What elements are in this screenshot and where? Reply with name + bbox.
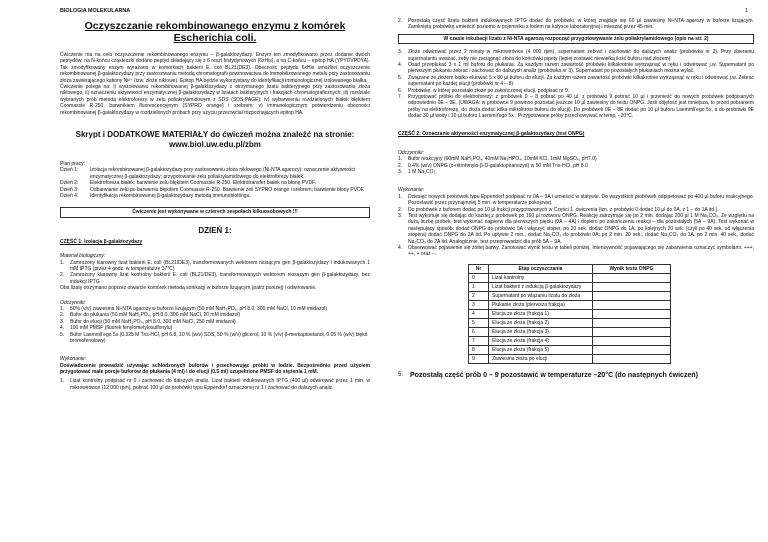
step-item [398, 49, 754, 62]
stage-number: 5 [469, 318, 489, 327]
stage-name: Płukanie złoża (pierwsza frakcja) [489, 300, 593, 309]
plan-day: Dzień 2: [60, 180, 79, 187]
stage-name: Lizat bakterii z indukcją β-galaktozydazy [489, 282, 593, 291]
onpg-result [593, 300, 671, 309]
reagent-item [398, 169, 754, 175]
stage-name: Zawiesina złoża po elucji [489, 354, 593, 363]
stage-number: 6 [469, 327, 489, 336]
procedure-item-number: 3. [398, 212, 403, 219]
table-row [469, 309, 671, 318]
step-item-number: 4. [398, 61, 403, 68]
step-1: 1. Lizat kontrolny podpisać nr 0 i zachować do dalszych analiz. Lizat bakterii indukowanych IPTG (400 µl) odwirować przez 1 min. w mikrowirówce (12 000 rpm), pobrać 100 µl do probówki typu Eppendorf oznaczonej nr 1 i zachować do dalszych analiz. [60, 378, 370, 391]
material-item [60, 272, 370, 285]
onpg-result [593, 318, 671, 327]
reagent-item-text: Bufor reakcyjny (60mM NaH₂PO₄, 40mM Na₂HPO₄, 10mM KCl, 1mM MgSO₄, pH7.0) [408, 156, 597, 163]
table-row [469, 300, 671, 309]
steps-a-list [398, 18, 754, 31]
day1-heading: DZIEŃ 1: [198, 225, 232, 235]
reagent-item-text: Bufor Laemmli'ego 5x (0.325 M Tris-HCl, pH 6.8, 10 % (w/v) SDS, 50 % (w/v) glicerol, 10 % (v/v) β-merkaptoetanol, 0.05 % (w/v) błękit bromofenolowy) [70, 331, 368, 344]
reagent-item-number: 3. [398, 169, 403, 176]
procedure-item-text: Do probówek z buforem dodać po 10 µl frakcji przygotowanych w Części 1. ćwiczenia (tzn. z probówki 0 dodać 10 µl do 0A, z 1 – do 1A itd.). [408, 206, 719, 213]
stage-name: Supernatant po wiązaniu lizatu do złoża [489, 291, 593, 300]
procedure-item [398, 245, 754, 258]
plan-day: Dzień 4: [60, 193, 79, 200]
reagents-label: Odczynniki: [60, 299, 86, 306]
step-item-number: 6. [398, 87, 403, 94]
final-step: 5. Pozostałą część prób 0 – 9 pozostawić w temperaturze –20°C (do następnych ćwiczeń) [398, 371, 698, 379]
procedure-item-number: 2. [398, 206, 403, 213]
table-body [469, 273, 671, 363]
step-item [398, 75, 754, 88]
reagent-item-number: 2. [60, 312, 65, 319]
reagent-item-number: 4. [60, 325, 65, 332]
procedure-item-text: Test wykonuje się dodając do każdej z probówek po 160 µl roztworu ONPG. Reakcję zatrzymuje się po 2 min. dodając 200 µl 1 M Na₂CO₃. Ze względu na dużą liczbę próbek, test wykonać najpierw dla pierwszych pięciu (0A – 4A) i dopiero po zakończeniu reakcji – dla pozostałych (5A – 9A). Test wykonać w następujący sposób: dodać ONPG do probówki 0A i włączyć stoper, po 20 sek. dodać ONPG do 1A, po kolejnych 20 sek. (czyli po 40 sek. od włączenia stopera) dodać ONPG do 2A itd. Po upływie 2 min., dodać Na₂CO₃ do probówki 0A; po 2 min. 20 sek., dodać Na₂CO₃ do 1A, po 2 min. 40 sek., dodać Na₂CO₃ do 2A itd. Analogicznie, test przeprowadzić dla prób 5A – 9A. [408, 212, 754, 245]
procedure-item [398, 194, 754, 207]
onpg-result [593, 327, 671, 336]
plan-list [60, 167, 370, 199]
step-item [398, 94, 754, 120]
table-header-cell: Nr [469, 264, 489, 273]
onpg-result [593, 309, 671, 318]
procedure2-label: Wykonanie: [398, 187, 425, 194]
material-label: Materiał biologiczny: [60, 253, 106, 260]
stage-name: Elucja ze złoża (frakcja 4) [489, 336, 593, 345]
plan-text: Identyfikacja rekombinowanej β-galaktozydazy metodą immunoblottingu. [90, 193, 251, 200]
table-row [469, 291, 671, 300]
procedure-item-text: Obserwować pojawienie się żółtej barwy. Zanotować wynik testu w tabeli poniżej. Intensywność pojawiającego się zabarwienia oznaczyć symbolami: +++, ++, + oraz –. [408, 244, 754, 258]
plan-text: Izolacja rekombinowanej β-galaktozydazy przy zastosowaniu złoża niklowego (Ni-NTA agarozy); oznaczenie aktywności enzymatycznej β-galaktozydazy; przygotowanie żelu poliakrylamidowego do elektroforezy białek. [90, 167, 356, 180]
right-column [384, 0, 768, 542]
table-header-cell: Wynik testu ONPG [593, 264, 671, 273]
material-list [60, 260, 370, 286]
step1-list [60, 378, 370, 391]
table-row [469, 318, 671, 327]
step-item-text: Złoże odwirować przez 2 minuty w mikrowirówce (4 000 rpm), supernatant zebrać i zachować do dalszych analiz (probówka nr 2). Przy zbieraniu supernatantu uważać, żeby nie zaciągnąć złoża do końcówki pipety (lepiej zostawić niewielką ilość buforu nad złożem). [408, 49, 754, 62]
reagent-item-text: 1 M Na₂CO₃ [408, 169, 436, 176]
onpg-result [593, 354, 671, 363]
stage-number: 0 [469, 273, 489, 282]
reagent-item-text: 50% (v/v) zawiesina Ni-NTA agarozy w buforze lizującym (50 mM NaH₂PO₄, pH 8.0, 300 mM NaCl, 10 mM imidazol) [70, 305, 328, 312]
plan-item [60, 167, 370, 180]
material-item-number: 2. [60, 272, 65, 279]
wait-box: W czasie inkubacji lizatu z Ni-NTA agarozą rozpocząć przygotowywanie żelu poliakrylamidowego (opis na str. 2) [398, 34, 754, 44]
reagent-item [60, 332, 370, 345]
page-number: 1 [744, 8, 748, 14]
procedure-item-number: 4. [398, 244, 403, 251]
reagent-item-number: 5. [60, 331, 65, 338]
stage-number: 9 [469, 354, 489, 363]
reagent-item-text: 100 mM PMSF (fluorek fenylometylosulfonylu) [70, 325, 173, 332]
stage-name: Elucja ze złoża (frakcja 3) [489, 327, 593, 336]
reagent-item-number: 2. [398, 162, 403, 169]
material-item [60, 260, 370, 273]
reagent-item-number: 3. [60, 318, 65, 325]
material-item-number: 1. [60, 259, 65, 266]
step-item-text: Związane ze złożem białko eluować 5 x 80 µl buforu do elucji. Za każdym razem zawartość probówki kilkakrotnie wytrząsnąć w ręku i odwirować j.w. Zebrać supernatant po każdej elucji (probówki nr 4 – 8). [408, 74, 754, 88]
table-row [469, 354, 671, 363]
onpg-result [593, 282, 671, 291]
plan-item [60, 193, 370, 199]
plan-label: Plan pracy: [60, 161, 86, 168]
table-header-row [469, 264, 671, 273]
reagent-item-number: 1. [398, 156, 403, 163]
procedure-item-text: Dziesięć nowych probówek typu Eppendorf podpisać nr 0A – 9A i umieścić w statywie. Do wszystkich probówek odpipetować po 400 µl buforu reakcyjnego. Pozostawić przez przynajmniej 5 min. w temperaturze pokojowej. [408, 193, 754, 207]
part2-heading: CZĘŚĆ 2: Oznaczanie aktywności enzymatycznej β-galaktozydazy (test ONPG) [398, 131, 585, 138]
step-item-text: Probówkę, w której pozostało złoże po zakończonej elucji, podpisać nr 9. [408, 87, 570, 94]
step-item-number: 2. [398, 18, 403, 24]
part1-heading: CZĘŚĆ 1: Izolacja β-galaktozydazy [60, 238, 143, 245]
step-item-number: 7. [398, 93, 403, 100]
step-item-text: Osad przepłukać 3 x 1 ml buforu do płukania. Za każdym razem zawartość probówki kilkakrotnie wytrząsnąć w ręku i odwirować j.w. Supernatant po pierwszym płukaniu zebrać i zachować do dalszych analiz (probówka nr 3). Supernatant po pozostałych płukaniach można wylać. [408, 61, 754, 75]
table-row [469, 273, 671, 282]
table-header-cell: Etap oczyszczania [489, 264, 593, 273]
reagent-item-text: Bufor do elucji (50 mM NaH₂PO₄, pH 8.0, 300 mM NaCl, 250 mM imidazol) [70, 318, 236, 325]
stage-name: Elucja ze złoża (frakcja 5) [489, 345, 593, 354]
stage-number: 3 [469, 300, 489, 309]
table-row [469, 282, 671, 291]
plan-day: Dzień 1: [60, 167, 79, 174]
reagent-item-text: Bufor do płukania (50 mM NaH₂PO₄, pH 8.0, 300 mM NaCl, 20 mM imidazol) [70, 312, 241, 319]
procedure-item-number: 1. [398, 193, 403, 200]
procedure-note: Doświadczenie prowadzić używając schłodzonych buforów i przechowując próbki w lodzie. Bezpośrednio przed użyciem przygotować małe porcje buforów do płukania (4 ml) i do elucji (0.5 ml) uzupełnione PMSF do stężenia 1 mM. [60, 362, 370, 376]
document-title: Oczyszczanie rekombinowanego enzymu z komórek Escherichia coli. [84, 20, 346, 44]
intro-paragraph-2: Ćwiczenie polega na: i) wyizolowaniu rekombinowanej β-galaktozydazy z otrzymanego lizatu bakteryjnego przy zastosowaniu złoża niklowego; ii) oznaczeniu aktywności enzymatycznej β-galaktozydazy w lizatach bakteryjnych i frakcjach chromatograficznych; iii) rozdziale wybranych prób metodą elektroforezy w żelu poliakrylamidowym z SDS (SDS-PAGE); iv) wybarwieniu rozdzielonych białek błękitem Coomassie R-250, barwnikiem fluorescencyjnym (SYPRO orange) i srebrem; v) immunologicznym potwierdzeniu obecności rekombinowanej β-galaktozydazy w rozdzielonych próbach przy użyciu przeciwciał rozpoznających epitop HA. [60, 83, 370, 116]
step-item-text: Pozostałą część lizatu bakterii indukowanych IPTG dodać do probówki, w której znajduje się 60 µl zawiesiny Ni-NTA agarozy w buforze lizującym. Zamkniętą probówkę umieścić poziomo w pojemniku z lodem na kołysce laboratoryjnej i mieszać przez 45 min. [408, 18, 754, 31]
step-item-number: 5. [398, 74, 403, 81]
steps-b-list [398, 49, 754, 119]
table-row [469, 327, 671, 336]
onpg-result [593, 345, 671, 354]
plan-text: Elektroforeza białek; barwienie żelu błękitem Coomassie R-250. Elektrotransfer białek na błonę PVDF. [90, 180, 316, 187]
reagent-item-number: 1. [60, 305, 65, 312]
material-note: Oba lizaty otrzymano poprzez otwarcie komórek metodą sonikacji w buforze lizującym (patrz poniżej) i odwirowanie. [60, 285, 317, 292]
reagents2-label: Odczynniki: [398, 149, 424, 156]
step-item-text: Przygotować próbki do elektroforezy: z probówek 0 – 8 pobrać po 40 µl, z probówki 9 pobrać 10 µl i przenieść do nowych probówek podpisanych odpowiednio 0E – 9E. (UWAGA: w probówce 9 powinno pozostać jeszcze 10 µl zawiesiny do testu ONPG. Jeśli objętość jest mniejsza, to przed pobraniem próby na elektroforezę, do złoża dodać kilka mikrolitrów buforu do elucji). Do probówek 0E – 8E dodać po 10 µl buforu Laemmli'ego 5x, a do probówki 9E dodać 30 µl wody i 10 µl buforu Laemmli'ego 5x . Przygotowane próby przechowywać w temp. –20°C. [408, 93, 754, 120]
procedure-item [398, 213, 754, 245]
onpg-result [593, 273, 671, 282]
groups-box: Ćwiczenie jest wykonywane w czterech zespołach kilkuosobowych !!! [60, 207, 370, 217]
onpg-result [593, 336, 671, 345]
stage-number: 7 [469, 336, 489, 345]
stage-number: 4 [469, 309, 489, 318]
procedure-label: Wykonanie: [60, 356, 87, 363]
script-heading: Skrypt i DODATKOWE MATERIAŁY do ćwiczeń można znaleźć na stronie: www.biol.uw.edu.pl/zbm [75, 129, 355, 149]
plan-text: Odbarwianie żelu po barwieniu błękitem Coomassie R-250. Barwienie żeli SYPRO orange i srebrem; barwienie błony PVDF. [90, 186, 365, 193]
table-row [469, 336, 671, 345]
stage-name: Lizat kontrolny [489, 273, 593, 282]
reagents-list [60, 306, 370, 344]
material-item-text: Zamrożony klarowny lizat bakterii E. coli (BL21/DE3), transformowanych wektorem niosącym gen β-galaktozydazy i indukowanych 1 mM IPTG (przez 4 godz. w temperaturze 37°C) [70, 259, 370, 272]
material-item-text: Zamrożony klarowny lizat kontrolny bakterii E. coli (BL21/DE3), transformowanych wektorem niosącym gen β-galaktozydazy, bez indukcji IPTG [70, 272, 370, 285]
onpg-results-table [468, 264, 671, 364]
stage-name: Elucja ze złoża (frakcja 1) [489, 309, 593, 318]
step-item [398, 62, 754, 75]
reagents2-list [398, 156, 754, 175]
intro-paragraph: Ćwiczenie ma na celu oczyszczenie rekombinowanego enzymu – β-galaktozydazy. Enzym ten zmodyfikowano przez dodanie dwóch peptydów: na N-końcu cząsteczki dodano peptyd składający się z 6 reszt histydynowych (6xHis), a na C-końcu – epitop HA (YPYDVPDYA). Tak zmodyfikowany enzym wyrażano w komórkach bakterii E. coli BL21(DE3). Obecność peptydu 6xHis umożliwi oczyszczenie rekombinowanej β-galaktozydazy przy zastosowaniu metodą chromatografii powinowactwa do immobilizowanego metalu przy zastosowaniu złoża zawierającego kationy Ni²⁺ (tzw. złoże niklowe). Epitop HA będzie wykorzystany do identyfikacji immunologicznej izolowanego białka. [60, 52, 370, 84]
table-row [469, 345, 671, 354]
procedure2-list [398, 194, 754, 258]
stage-name: Elucja ze złoża (frakcja 2) [489, 318, 593, 327]
stage-number: 1 [469, 282, 489, 291]
stage-number: 8 [469, 345, 489, 354]
step-item-number: 3. [398, 49, 403, 56]
plan-day: Dzień 3: [60, 186, 79, 193]
reagent-item-text: 0.4% (w/v) ONPG (o-nitrofenylo-β-D-galaktopiranozyd) w 50 mM Tris-HCl, pH 8.0 [408, 162, 588, 169]
header-course: BIOLOGIA MOLEKULARNA [60, 8, 131, 14]
stage-number: 2 [469, 291, 489, 300]
step-item [398, 18, 754, 31]
onpg-result [593, 291, 671, 300]
final-step-text: Pozostałą część prób 0 – 9 pozostawić w temperaturze –20°C (do następnych ćwiczeń) [410, 371, 698, 379]
